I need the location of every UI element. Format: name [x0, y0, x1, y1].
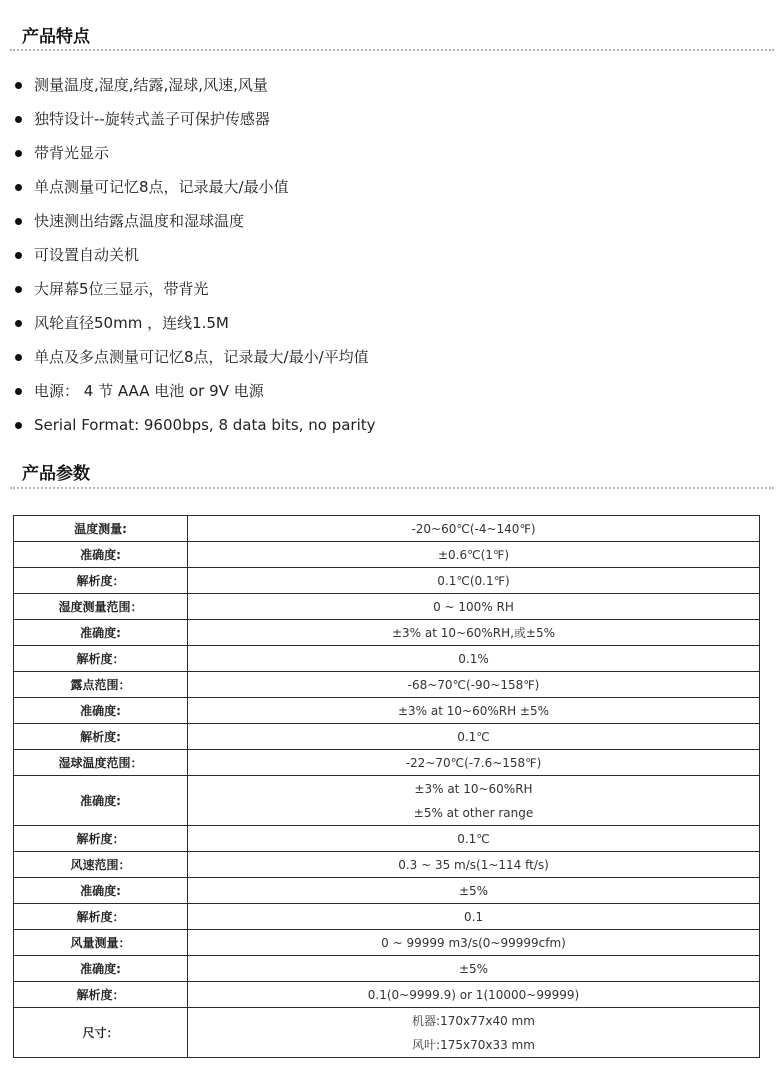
spec-label: 风量测量：: [14, 930, 188, 956]
spec-label: 温度测量:: [14, 516, 188, 542]
spec-row: [14, 568, 760, 594]
spec-row: [14, 826, 760, 852]
bullet-dot-icon: [15, 286, 22, 293]
bullet-dot-icon: [15, 252, 22, 259]
spec-value: [188, 1008, 760, 1058]
feature-item: [0, 68, 376, 102]
spec-value-line: 0 ~ 100% RH: [433, 599, 514, 614]
spec-value: [188, 698, 760, 724]
spec-value-line: -22~70℃(-7.6~158℉): [405, 755, 542, 770]
spec-value: [188, 542, 760, 568]
spec-row: [14, 724, 760, 750]
spec-row: [14, 620, 760, 646]
specs-section-title: 产品参数: [22, 464, 90, 484]
feature-item: [0, 374, 376, 408]
spec-value: [188, 724, 760, 750]
spec-value: [188, 594, 760, 620]
spec-value-line: 0.1℃(0.1℉): [437, 573, 510, 588]
spec-value-line: ±3% at 10~60%RH,或±5%: [391, 625, 556, 640]
spec-row: [14, 516, 760, 542]
spec-value-line: 0 ~ 99999 m3/s(0~99999cfm): [381, 935, 566, 950]
feature-item: [0, 272, 376, 306]
spec-label: 尺寸：: [14, 1008, 188, 1058]
feature-item: [0, 340, 376, 374]
feature-text: 可设置自动关机: [34, 246, 140, 264]
spec-value: [188, 852, 760, 878]
feature-text: 测量温度,湿度,结露,湿球,风速,风量: [34, 76, 268, 94]
spec-value: [188, 776, 760, 826]
bullet-dot-icon: [15, 150, 22, 157]
spec-value-line: 0.1: [463, 909, 484, 924]
spec-row: [14, 956, 760, 982]
spec-label: 准确度:: [14, 620, 188, 646]
spec-label: 解析度：: [14, 568, 188, 594]
spec-value-line: ±3% at 10~60%RH: [414, 781, 533, 796]
spec-value-line: 0.1℃: [457, 831, 490, 846]
spec-label: 解析度：: [14, 904, 188, 930]
spec-row: [14, 672, 760, 698]
bullet-dot-icon: [15, 320, 22, 327]
spec-label: 准确度:: [14, 776, 188, 826]
spec-value-line: -20~60℃(-4~140℉): [411, 521, 536, 536]
bullet-dot-icon: [15, 116, 22, 123]
feature-text: 独特设计--旋转式盖子可保护传感器: [34, 110, 270, 128]
feature-text: Serial Format: 9600bps, 8 data bits, no parity: [34, 416, 376, 434]
spec-value-line: -68~70℃(-90~158℉): [407, 677, 540, 692]
bullet-dot-icon: [15, 422, 22, 429]
spec-row: [14, 982, 760, 1008]
spec-row: [14, 904, 760, 930]
spec-label: 准确度:: [14, 878, 188, 904]
spec-value: [188, 672, 760, 698]
feature-text: 风轮直径50mm ，连线1.5M: [34, 314, 229, 332]
spec-value-line: ±5%: [458, 961, 489, 976]
spec-value-line: 风叶:175x70x33 mm: [412, 1037, 535, 1052]
feature-item: [0, 238, 376, 272]
spec-label: 露点范围：: [14, 672, 188, 698]
spec-value-line: 0.3 ~ 35 m/s(1~114 ft/s): [398, 857, 549, 872]
spec-value: [188, 750, 760, 776]
spec-value-line: ±3% at 10~60%RH ±5%: [397, 703, 550, 718]
spec-label: 湿度测量范围：: [14, 594, 188, 620]
spec-label: 湿球温度范围：: [14, 750, 188, 776]
spec-label: 解析度:: [14, 724, 188, 750]
spec-value-line: ±5% at other range: [413, 805, 534, 820]
spec-value-line: ±0.6℃(1℉): [437, 547, 510, 562]
spec-value-line: 机器:170x77x40 mm: [412, 1013, 535, 1028]
spec-value: [188, 878, 760, 904]
bullet-dot-icon: [15, 82, 22, 89]
spec-value-line: 0.1℃: [457, 729, 490, 744]
features-section-title: 产品特点: [22, 27, 90, 47]
spec-row: [14, 750, 760, 776]
spec-label: 解析度：: [14, 826, 188, 852]
spec-value: [188, 646, 760, 672]
specs-table: [13, 515, 760, 1058]
spec-label: 准确度:: [14, 698, 188, 724]
spec-row: [14, 930, 760, 956]
spec-row: [14, 646, 760, 672]
spec-row: [14, 776, 760, 826]
feature-list: [0, 68, 376, 442]
feature-item: [0, 306, 376, 340]
features-divider: [10, 49, 774, 51]
spec-value-line: ±5%: [458, 883, 489, 898]
spec-value-line: 0.1%: [458, 651, 489, 666]
spec-value: [188, 904, 760, 930]
feature-text: 快速测出结露点温度和湿球温度: [34, 212, 245, 230]
bullet-dot-icon: [15, 184, 22, 191]
feature-item: [0, 408, 376, 442]
feature-text: 大屏幕5位三显示，带背光: [34, 280, 209, 298]
bullet-dot-icon: [15, 354, 22, 361]
spec-label: 解析度：: [14, 646, 188, 672]
feature-text: 单点及多点测量可记忆8点，记录最大/最小/平均值: [34, 348, 369, 366]
spec-row: [14, 698, 760, 724]
spec-value: [188, 568, 760, 594]
spec-label: 准确度:: [14, 542, 188, 568]
feature-item: [0, 204, 376, 238]
spec-row: [14, 594, 760, 620]
feature-item: [0, 102, 376, 136]
specs-divider: [10, 487, 774, 489]
spec-value: [188, 956, 760, 982]
spec-label: 解析度：: [14, 982, 188, 1008]
feature-text: 单点测量可记忆8点，记录最大/最小值: [34, 178, 289, 196]
spec-row: [14, 542, 760, 568]
feature-text: 电源： 4 节 AAA 电池 or 9V 电源: [34, 382, 264, 400]
feature-item: [0, 136, 376, 170]
bullet-dot-icon: [15, 388, 22, 395]
feature-text: 带背光显示: [34, 144, 110, 162]
spec-value: [188, 982, 760, 1008]
spec-value: [188, 930, 760, 956]
spec-row: [14, 1008, 760, 1058]
spec-value: [188, 826, 760, 852]
spec-value-line: 0.1(0~9999.9) or 1(10000~99999): [367, 987, 580, 1002]
spec-value: [188, 620, 760, 646]
spec-label: 风速范围：: [14, 852, 188, 878]
spec-row: [14, 852, 760, 878]
spec-value: [188, 516, 760, 542]
spec-label: 准确度:: [14, 956, 188, 982]
feature-item: [0, 170, 376, 204]
spec-row: [14, 878, 760, 904]
bullet-dot-icon: [15, 218, 22, 225]
